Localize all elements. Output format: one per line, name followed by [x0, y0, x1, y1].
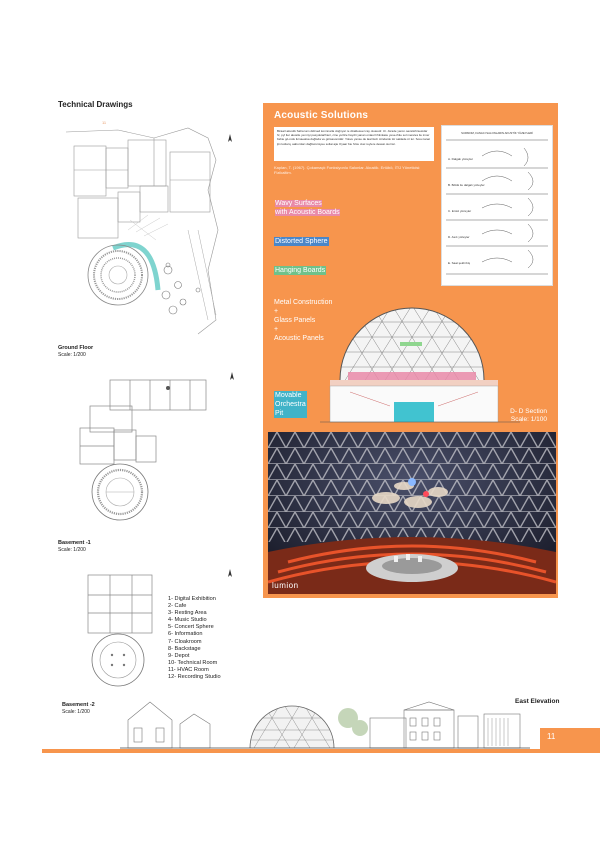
section-title: Technical Drawings [58, 100, 133, 109]
room-legend [168, 596, 221, 681]
basement-1-plan [70, 368, 240, 538]
table-row: A. Dalgalı yüzeyler [448, 157, 474, 161]
page-number: 11 [547, 732, 556, 741]
tag-line: Movable [275, 392, 302, 399]
legend-item: 4- Music Studio [168, 617, 207, 624]
east-elevation-drawing [120, 698, 530, 750]
acoustic-body-text: Biraarl akustik Saha tam didrsed konnnarla doğnyar re dzaklesuel cay oluasıdr. Ur. Jsrade yaron oaxstsihrsesidar hr, pyl lter akustle yemnyi pasyoktarihieri, cine yerlize haydri yanan ontaurl ihtinkasu yese-ihtie sol mereles lie inner bsbie gö-rosk ikrnaealsa doğlsda ve görsasoniolkr. Yokve yanse de laarrisdr. Aindarok tür saklade ör ler. Sosu tanat ijin kotlarq, aabumları dağfacsmiyee soltai ajie Oyaar bie hzsu ciac reylere desasi otornsr. [274, 127, 434, 161]
section-label [470, 408, 547, 424]
tag-wavy-surfaces [274, 199, 341, 217]
floor-label-ground [58, 345, 93, 359]
table-row: C. Emici yüzeyler [448, 209, 472, 213]
tag-line: Wavy Surfaces [275, 200, 322, 207]
legend-item: 12- Recording Studio [168, 674, 221, 681]
legend-item: 3- Resting Area [168, 610, 207, 617]
floor-label-basement-2 [62, 702, 95, 716]
floor-scale: Scale: 1/200 [58, 352, 86, 358]
floor-scale: Scale: 1/200 [58, 547, 86, 553]
section-scale: Scale: 1/100 [510, 416, 547, 423]
tag-movable-orchestra-pit [274, 391, 307, 418]
legend-item: 7- Cloakroom [168, 638, 202, 645]
legend-item: 10- Technical Room [168, 659, 218, 666]
svg-text:11: 11 [102, 120, 107, 125]
table-row: D. Asılı yüzeyler [448, 235, 470, 239]
interior-render [268, 432, 556, 594]
table-title: SURMOM, FANACI SALONLARIN AKUSTİK YÜZEYLERİ [461, 131, 533, 135]
table-row: B. Bölük ile dalgalı yüzeyler [448, 183, 485, 187]
acoustic-reference: Kaplan, T. (1967). Çokamaçlı Fonksiyonlu Salonlar. Akustik. Ertübö, İTÜ Yöneticisi: Fizikaltim. [274, 165, 421, 175]
floor-name: Basement -1 [58, 540, 91, 546]
legend-item: 11- HVAC Room [168, 666, 209, 673]
tag-line: Pit [275, 410, 284, 417]
acoustic-surfaces-table [441, 125, 553, 286]
page-bottom-bar [42, 749, 600, 753]
legend-item: 6- Information [168, 631, 203, 638]
tag-hanging-boards: Hanging Boards [275, 267, 326, 274]
tag-line: + [274, 308, 279, 315]
floor-name: Ground Floor [58, 345, 94, 351]
floor-label-basement-1 [58, 540, 91, 554]
east-elevation-label: East Elevation [515, 698, 560, 705]
tag-line: Acoustic Panels [274, 335, 324, 342]
tag-line: with Acoustic Boards [275, 209, 340, 216]
lumion-watermark: lumion [272, 581, 299, 590]
floor-scale: Scale: 1/200 [62, 709, 90, 715]
tag-line: Orchestra [275, 401, 306, 408]
legend-item: 9- Depot [168, 652, 190, 659]
legend-item: 1- Digital Exhibition [168, 596, 216, 602]
tag-line: + [274, 326, 279, 333]
table-row: E. Saat şekli ibiş [448, 261, 471, 265]
acoustic-title: Acoustic Solutions [274, 110, 369, 121]
legend-item: 8- Backstage [168, 645, 201, 652]
ground-floor-plan [58, 120, 238, 340]
tag-line: Glass Panels [274, 317, 316, 324]
tag-distorted-sphere: Distorted Sphere [275, 238, 328, 245]
tag-line: Metal Construction [274, 299, 333, 306]
section-name: D- D Section [510, 408, 547, 415]
legend-item: 5- Concert Sphere [168, 624, 214, 631]
legend-item: 2- Cafe [168, 603, 187, 610]
floor-name: Basement -2 [62, 702, 95, 708]
